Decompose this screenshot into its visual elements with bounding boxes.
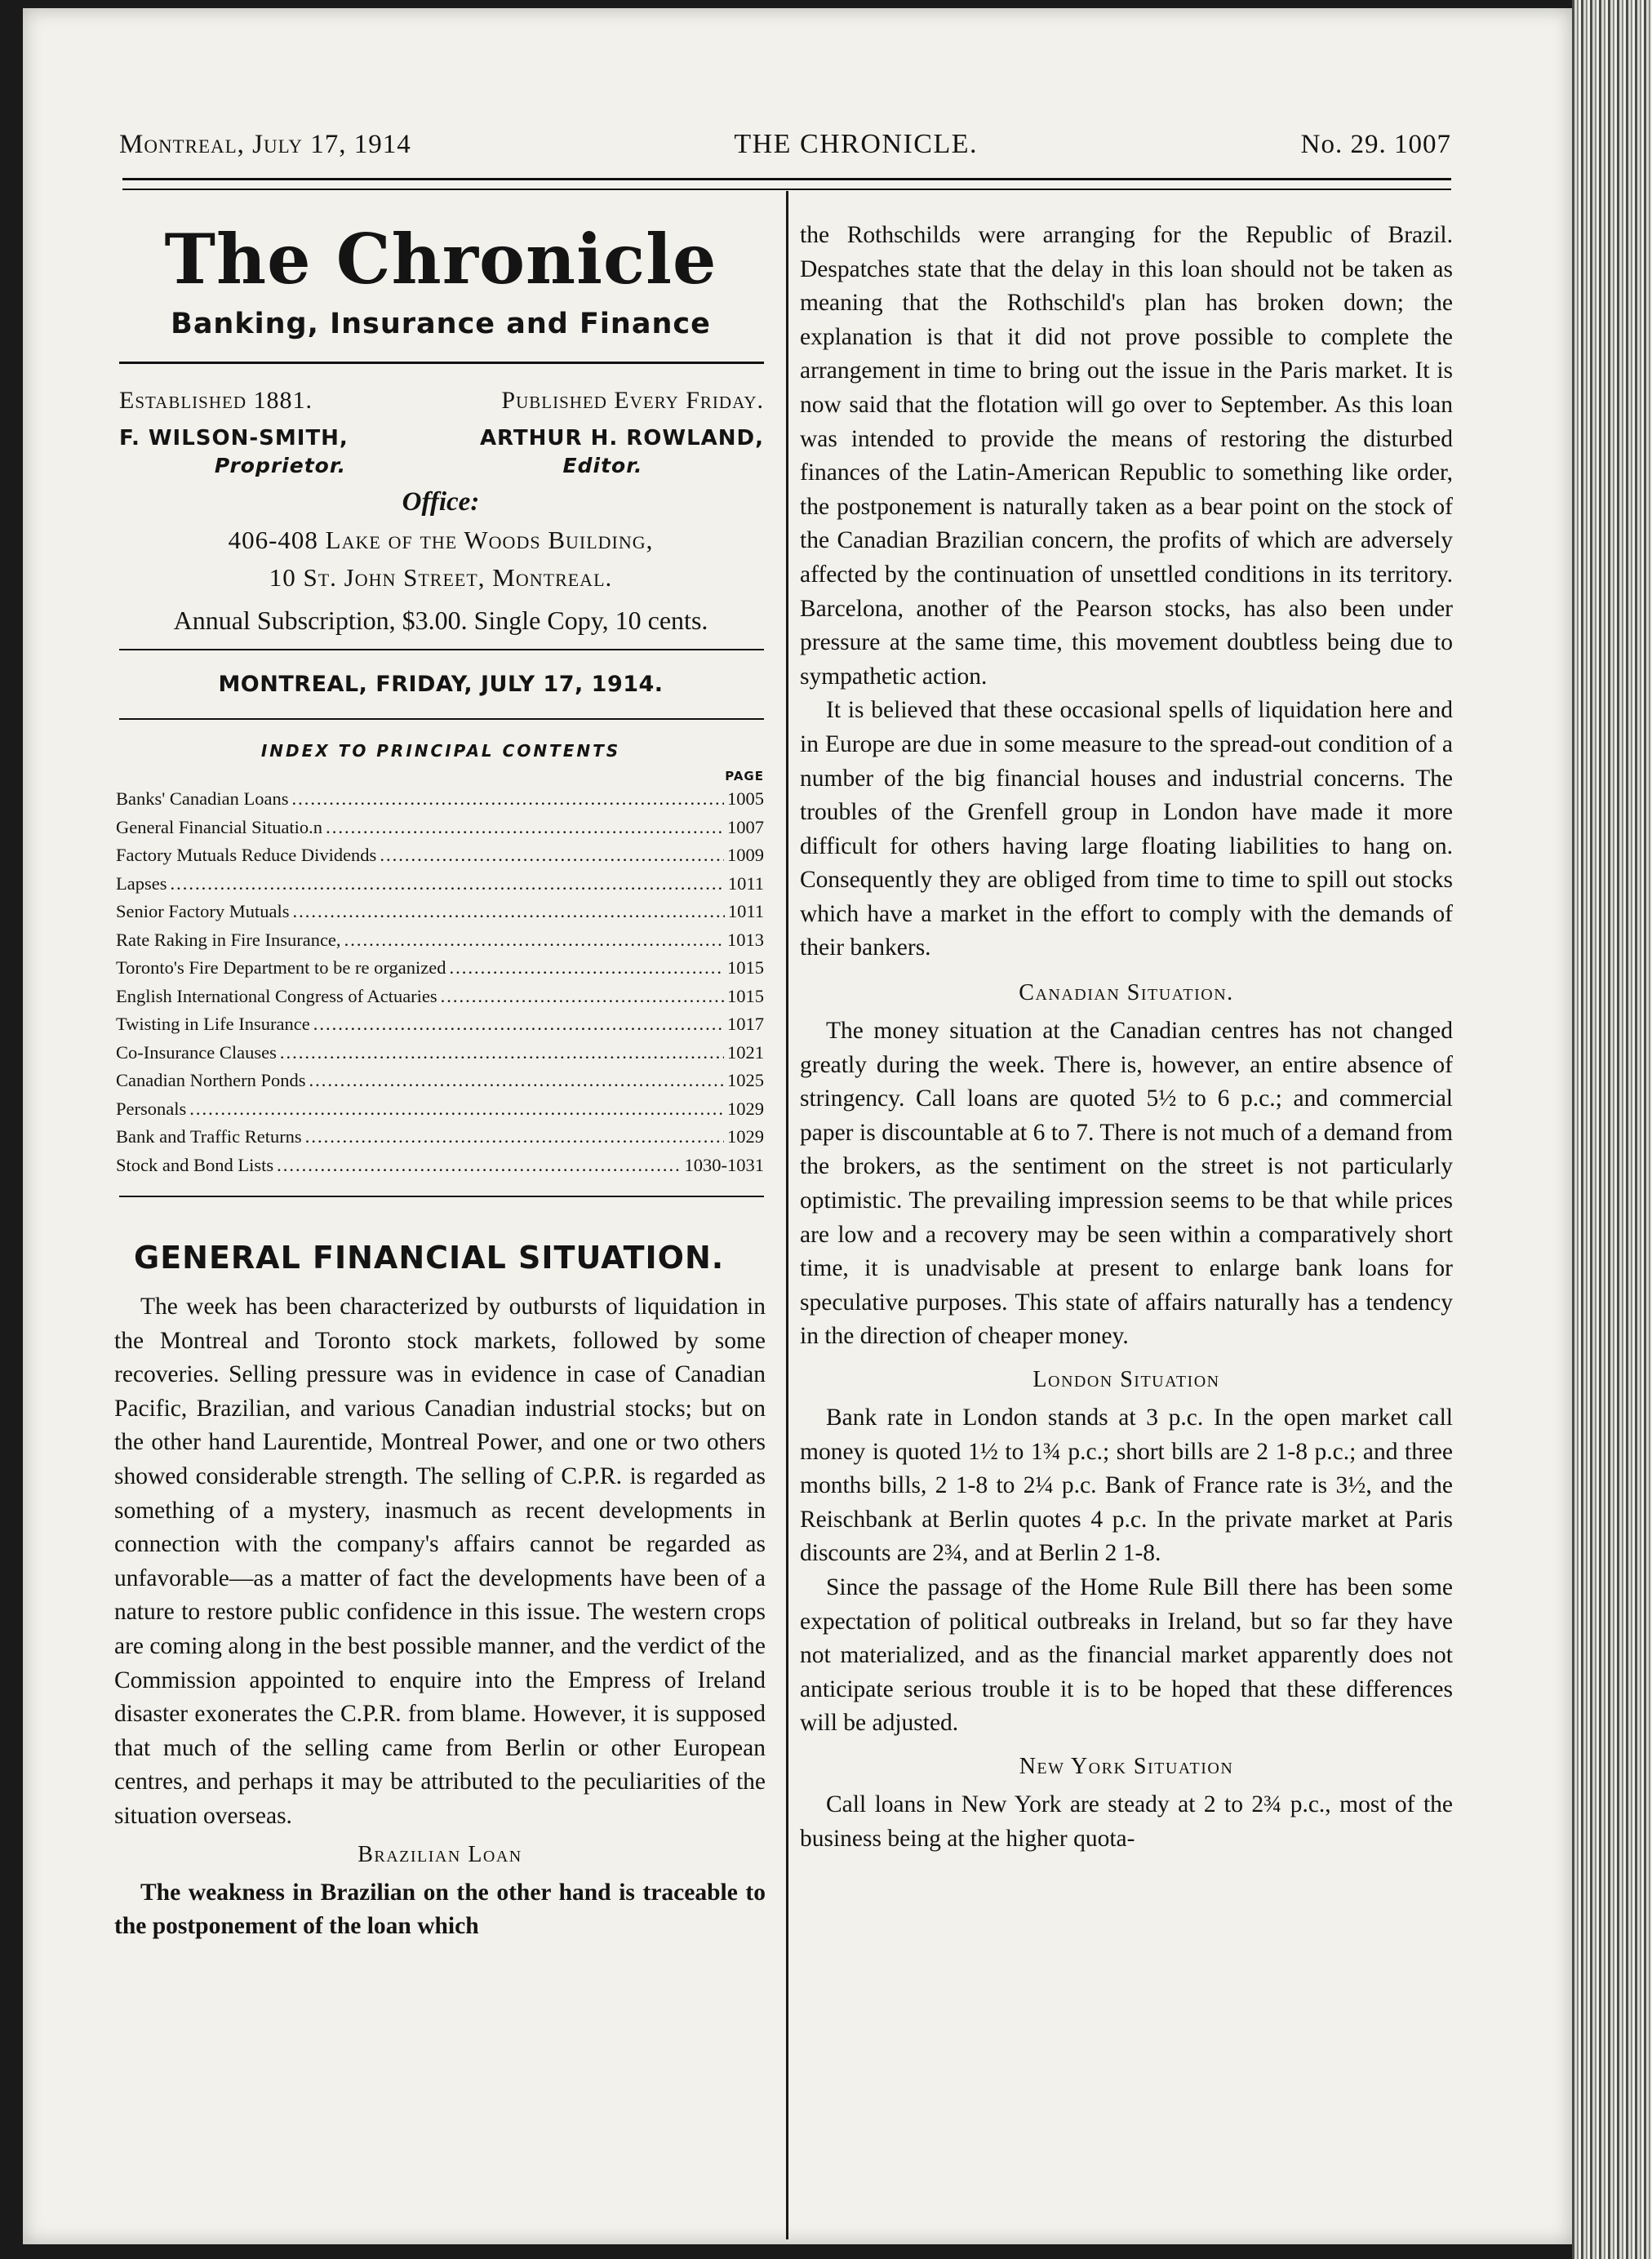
subhead-new-york-situation: New York Situation: [1019, 1753, 1234, 1779]
article-paragraph: The weakness in Brazilian on the other hand is traceable to the postponement of the loan which: [114, 1879, 766, 1940]
article-body-left: [114, 1290, 766, 1944]
right-column: [800, 219, 1453, 1856]
subscription-rule: [119, 649, 764, 650]
masthead-subtitle: Banking, Insurance and Finance: [171, 308, 711, 340]
article-paragraph: Since the passage of the Home Rule Bill there has been some expectation of political outbreaks in Ireland, but so far they have not materialized, and as the financial market apparently does not anticipate serious trouble it is to be hoped that these differences will be adjusted.: [800, 1573, 1453, 1737]
article-paragraph: Call loans in New York are steady at 2 to 2¾ p.c., most of the business being at the higher quota-: [800, 1791, 1453, 1852]
article-paragraph: The money situation at the Canadian centres has not changed greatly during the week. There is, however, an entire absence of stringency. Call loans are quoted 5½ to 6 p.c.; and commercial paper is discountable at 6 to 7. There is not much of a demand from the brokers, as the sentiment on the street is not particularly optimistic. The prevailing impression seems to be that while prices are low and a recovery may be seen within a comparatively short time, it is unadvisable at present to enlarge bank loans for speculative purposes. This state of affairs naturally has a tendency in the direction of cheaper money.: [800, 1018, 1453, 1350]
index-item: Rate Raking in Fire Insurance, ..... 1013: [116, 926, 764, 955]
header-publication: THE CHRONICLE.: [734, 129, 979, 159]
editor-name: ARTHUR H. ROWLAND,: [479, 426, 764, 450]
running-header: [119, 129, 1451, 166]
dateline: MONTREAL, FRIDAY, JULY 17, 1914.: [218, 672, 664, 697]
index-item: Stock and Bond Lists ..... 1030-1031: [116, 1152, 764, 1180]
article-paragraph: The week has been characterized by outbursts of liquidation in the Montreal and Toronto stock markets, followed by some recoveries. Selling pressure was in evidence in case of Canadian Pacific, Brazilian, and various Canadian industrial stocks; but on the other hand Laurentide, Montreal Power, and one or two others showed considerable strength. The selling of C.P.R. is regarded as something of a mystery, inasmuch as recent developments in connection with the company's affairs cannot be regarded as unfavorable—as a matter of fact the developments have been of a nature to restore public confidence in this issue. The western crops are coming along in the best possible manner, and the verdict of the Commission appointed to enquire into the Empress of Ireland disaster exonerates the C.P.R. from blame. However, it is supposed that much of the selling came from Berlin or other European centres, and perhaps it may be attributed to the peculiarities of the situation overseas.: [114, 1294, 766, 1829]
article-paragraph: Bank rate in London stands at 3 p.c. In the open market call money is quoted 1½ to 1¾ p.c.; short bills are 2 1-8 p.c.; and three months bills, 2 1-8 to 2¼ p.c. Bank of France rate is 3½, and the Reischbank at Berlin quotes 4 p.c. In the private market at Paris discounts are 2¾, and at Berlin 2 1-8.: [800, 1405, 1453, 1567]
header-issue-page: No. 29. 1007: [1300, 130, 1451, 159]
office-address-line-1: 406-408 Lake of the Woods Building,: [228, 526, 654, 554]
masthead-title: The Chronicle: [164, 219, 717, 300]
article-paragraph: the Rothschilds were arranging for the Republic of Brazil. Despatches state that the delay in this loan should not be taken as meaning that the Rothschild's plan has broken down; the explanation is that it did not prove possible to complete the arrangement in time to bring out the issue in the Paris market. It is now said that the flotation will go over to September. As this loan was intended to provide the means of restoring the disturbed finances of the Latin-American Republic to something like order, the postponement is naturally taken as a bear point on the stock of the Canadian Brazilian concern, the profits of which are adversely affected by the continuation of unsettled conditions in its territory. Barcelona, another of the Pearson stocks, has also been under pressure at the same time, this movement doubtless being due to sympathetic action.: [800, 222, 1453, 690]
publication-info-row: [119, 387, 764, 415]
index-rule: [119, 1196, 764, 1197]
office-address-line-2: 10 St. John Street, Montreal.: [269, 563, 613, 592]
index-item: Factory Mutuals Reduce Dividends ..... 1009: [116, 841, 764, 870]
article-paragraph: It is believed that these occasional spells of liquidation here and in Europe are due in some measure to the spread-out condition of a number of the big financial houses and industrial concerns. The troubles of the Grenfell group in London have made it more difficult for others having large floating liabilities to hang on. Consequently they are obliged from time to time to spill out stocks which have a market in the effort to comply with the demands of their bankers.: [800, 697, 1453, 961]
proprietor-role: Proprietor.: [214, 454, 347, 477]
staff-roles-row: [119, 454, 764, 477]
index-page-label: PAGE: [725, 769, 764, 783]
subscription-text: Annual Subscription, $3.00. Single Copy, 10 cents.: [173, 606, 708, 635]
index-item: General Financial Situatio.n ..... 1007: [116, 814, 764, 842]
index-list: [111, 785, 770, 1179]
index-item: Toronto's Fire Department to be re organized ..... 1015: [116, 954, 764, 983]
index-item: English International Congress of Actuaries ..... 1015: [116, 983, 764, 1011]
index-item: Canadian Northern Ponds ..... 1025: [116, 1067, 764, 1095]
left-column: [111, 204, 770, 1944]
header-rule: [122, 178, 1451, 190]
subhead-brazilian-loan: Brazilian Loan: [357, 1841, 522, 1867]
newspaper-page: [23, 8, 1572, 2244]
proprietor-name: F. WILSON-SMITH,: [119, 426, 349, 450]
subhead-canadian-situation: Canadian Situation.: [1019, 980, 1234, 1006]
index-item: Banks' Canadian Loans ..... 1005: [116, 785, 764, 814]
index-item: Personals ..... 1029: [116, 1095, 764, 1124]
index-item: Senior Factory Mutuals ..... 1011: [116, 898, 764, 926]
article-headline: GENERAL FINANCIAL SITUATION.: [134, 1240, 725, 1276]
staff-names-row: [119, 426, 764, 450]
index-item: Twisting in Life Insurance ..... 1017: [116, 1010, 764, 1039]
index-item: Co-Insurance Clauses ..... 1021: [116, 1039, 764, 1067]
book-page-edges: [1572, 0, 1652, 2259]
index-item: Lapses ..... 1011: [116, 870, 764, 899]
office-label: Office:: [402, 487, 480, 517]
editor-role: Editor.: [562, 454, 643, 477]
published-text: Published Every Friday.: [501, 387, 764, 414]
column-divider: [786, 191, 788, 2239]
index-item: Bank and Traffic Returns ..... 1029: [116, 1123, 764, 1152]
masthead-rule: [119, 362, 764, 364]
dateline-rule: [119, 718, 764, 720]
subhead-london-situation: London Situation: [1032, 1367, 1220, 1392]
header-date: Montreal, July 17, 1914: [119, 130, 411, 159]
index-title: INDEX TO PRINCIPAL CONTENTS: [260, 741, 621, 761]
established-text: Established 1881.: [119, 387, 313, 414]
